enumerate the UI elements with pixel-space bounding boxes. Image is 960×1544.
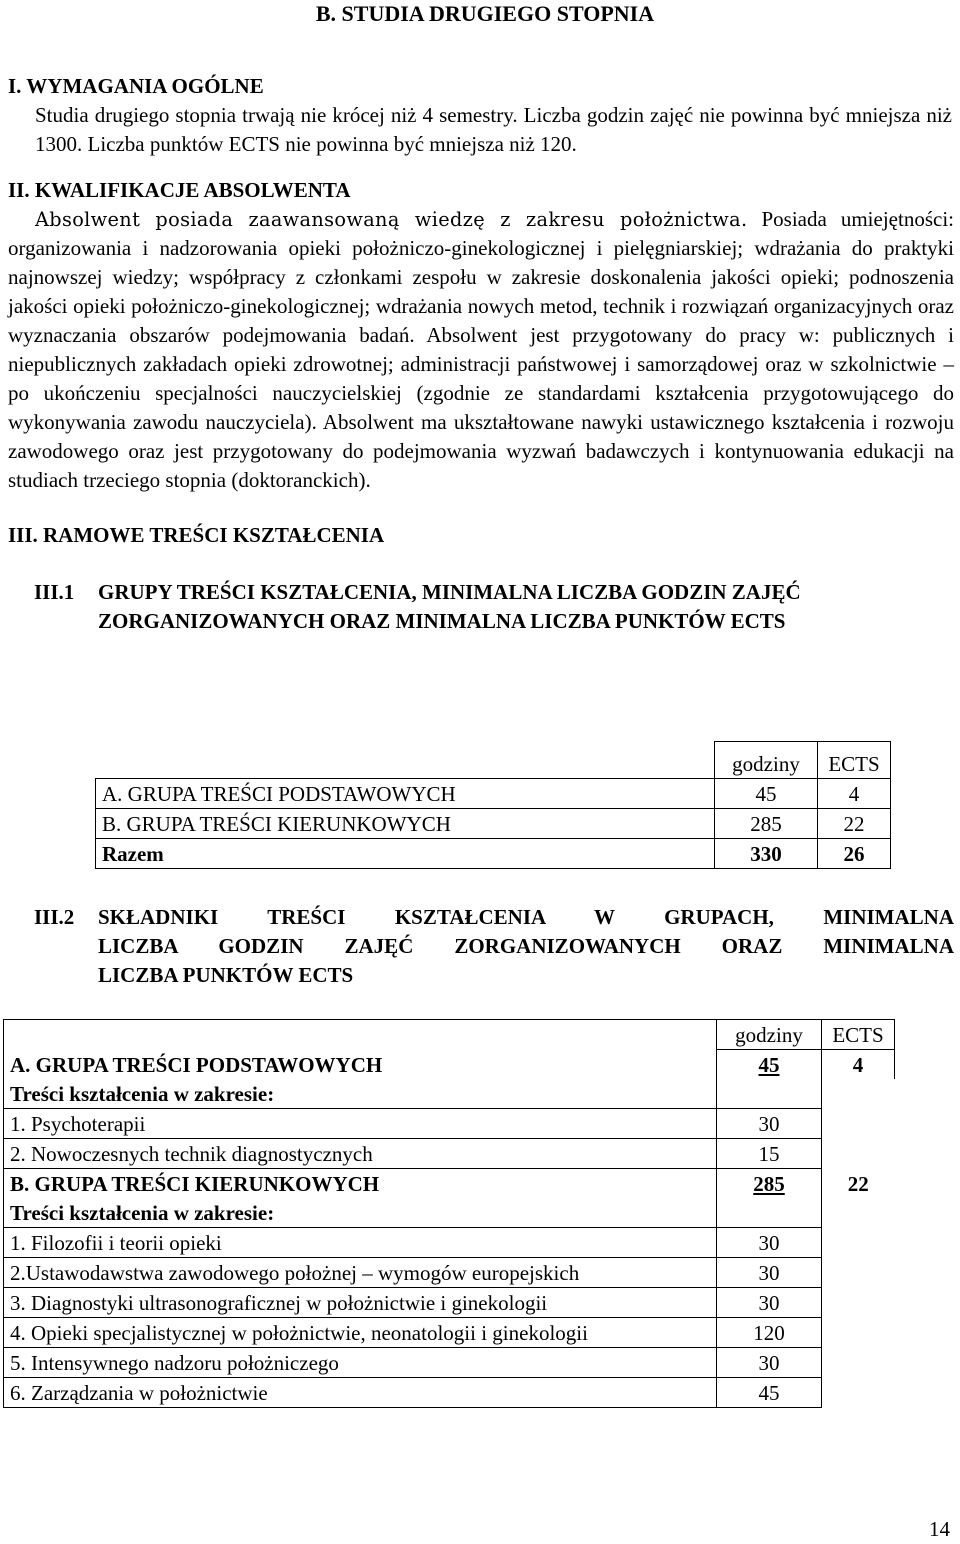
- group-b-label: B. GRUPA TREŚCI KIERUNKOWYCH: [4, 1169, 717, 1199]
- table-header-row: [96, 742, 891, 779]
- document-title: B. STUDIA DRUGIEGO STOPNIA: [315, 1, 655, 26]
- table-components: [3, 1019, 895, 1408]
- group-b-sublabel: Treści kształcenia w zakresie:: [4, 1198, 717, 1228]
- table-header-hours: godziny: [717, 1020, 822, 1050]
- item-hours: 120: [717, 1318, 822, 1348]
- total-ects: 26: [818, 839, 891, 869]
- list-item: [4, 1318, 895, 1348]
- list-item: [4, 1139, 895, 1169]
- section2-body: [8, 205, 954, 495]
- table-header-ects: ECTS: [822, 1020, 895, 1050]
- group-b-row: [4, 1169, 895, 1199]
- section1-heading: I. WYMAGANIA OGÓLNE: [8, 74, 264, 98]
- item-hours: 15: [717, 1139, 822, 1169]
- row-label: B. GRUPA TREŚCI KIERUNKOWYCH: [96, 809, 715, 839]
- item-label: 1. Psychoterapii: [4, 1109, 717, 1139]
- subsection-3-2-line1: SKŁADNIKI TREŚCI KSZTAŁCENIA W GRUPACH, MINIMALNA: [98, 905, 954, 929]
- subsection-3-2-number: III.2: [34, 905, 75, 929]
- table-row: [96, 809, 891, 839]
- item-label: 4. Opieki specjalistycznej w położnictwie, neonatologii i ginekologii: [4, 1318, 717, 1348]
- item-hours: 30: [717, 1288, 822, 1318]
- item-label: 1. Filozofii i teorii opieki: [4, 1228, 717, 1258]
- item-label: 3. Diagnostyki ultrasonograficznej w położnictwie i ginekologii: [4, 1288, 717, 1318]
- group-b-sublabel-row: [4, 1198, 895, 1228]
- row-ects: 22: [818, 809, 891, 839]
- item-hours: 30: [717, 1348, 822, 1378]
- row-hours: 285: [715, 809, 818, 839]
- table-header-empty: [4, 1020, 717, 1050]
- group-a-sublabel: Treści kształcenia w zakresie:: [4, 1079, 717, 1109]
- subsection-3-1-heading: [8, 578, 954, 636]
- group-a-row: [4, 1050, 895, 1080]
- section2-text: Posiada umiejętności: organizowania i nadzorowania opieki położniczo-ginekologicznej i pielęgniarskiej; wdrażania do praktyki najnowszej wiedzy; współpracy z członkami zespołu w zakresie doskonalenia jakości opieki; podnoszenia jakości opieki położniczo-ginekologicznej; wdrażania nowych metod, technik i rozwiązań organizacyjnych oraz wyznaczania obszarów podejmowania badań. Absolwent jest przygotowany do pracy w: publicznych i niepublicznych zakładach opieki zdrowotnej; administracji państwowej i samorządowej oraz w szkolnictwie – po ukończeniu specjalności nauczycielskiej (zgodnie ze standardami kształcenia przygotowującego do wykonywania zawodu nauczyciela). Absolwent ma ukształtowane nawyki ustawicznego kształcenia i rozwoju zawodowego oraz jest przygotowany do podejmowania wyzwań badawczych i kontynuowania edukacji na studiach trzeciego stopnia (doktoranckich).: [8, 207, 954, 492]
- item-label: 2. Nowoczesnych technik diagnostycznych: [4, 1139, 717, 1169]
- table-header-row: [4, 1020, 895, 1050]
- table-groups-summary: [95, 741, 891, 869]
- table-header-ects: ECTS: [818, 742, 891, 779]
- item-hours: 30: [717, 1258, 822, 1288]
- page-number: 14: [929, 1517, 950, 1541]
- group-a-hours: 45: [717, 1050, 822, 1080]
- section3-heading: III. RAMOWE TREŚCI KSZTAŁCENIA: [8, 523, 385, 547]
- subsection-3-1-line2: ZORGANIZOWANYCH ORAZ MINIMALNA LICZBA PUNKTÓW ECTS: [98, 609, 786, 633]
- table-total-row: [96, 839, 891, 869]
- list-item: [4, 1109, 895, 1139]
- item-hours: 30: [717, 1228, 822, 1258]
- subsection-3-1-line1: GRUPY TREŚCI KSZTAŁCENIA, MINIMALNA LICZBA GODZIN ZAJĘĆ: [98, 580, 801, 604]
- subsection-3-2-line3: LICZBA PUNKTÓW ECTS: [98, 963, 354, 987]
- total-hours: 330: [715, 839, 818, 869]
- item-label: 5. Intensywnego nadzoru położniczego: [4, 1348, 717, 1378]
- subsection-3-1-number: III.1: [34, 580, 75, 604]
- subsection-3-2-line2: LICZBA GODZIN ZAJĘĆ ZORGANIZOWANYCH ORAZ MINIMALNA: [98, 934, 954, 958]
- row-label: A. GRUPA TREŚCI PODSTAWOWYCH: [96, 779, 715, 809]
- group-a-ects: 4: [822, 1050, 895, 1080]
- row-hours: 45: [715, 779, 818, 809]
- list-item: [4, 1378, 895, 1408]
- item-label: 6. Zarządzania w położnictwie: [4, 1378, 717, 1408]
- table-header-empty: [96, 742, 715, 779]
- list-item: [4, 1288, 895, 1318]
- item-hours: 30: [717, 1109, 822, 1139]
- table-row: [96, 779, 891, 809]
- group-b-ects: 22: [847, 1172, 869, 1196]
- item-hours: 45: [717, 1378, 822, 1408]
- list-item: [4, 1258, 895, 1288]
- table-header-hours: godziny: [715, 742, 818, 779]
- section2-heading: II. KWALIFIKACJE ABSOLWENTA: [8, 178, 351, 202]
- subsection-3-2-block: [8, 903, 960, 990]
- total-label: Razem: [96, 839, 715, 869]
- section2-lead: Absolwent posiada zaawansowaną wiedzę z zakresu położnictwa.: [35, 208, 748, 231]
- group-b-hours: 285: [717, 1169, 822, 1199]
- group-a-label: A. GRUPA TREŚCI PODSTAWOWYCH: [4, 1050, 717, 1080]
- row-ects: 4: [818, 779, 891, 809]
- list-item: [4, 1348, 895, 1378]
- document-page: [8, 0, 954, 636]
- group-a-sublabel-row: [4, 1079, 895, 1109]
- item-label: 2.Ustawodawstwa zawodowego położnej – wymogów europejskich: [4, 1258, 717, 1288]
- list-item: [4, 1228, 895, 1258]
- section1-text: Studia drugiego stopnia trwają nie krócej niż 4 semestry. Liczba godzin zajęć nie powinna być mniejsza niż 1300. Liczba punktów ECTS nie powinna być mniejsza niż 120.: [35, 103, 952, 156]
